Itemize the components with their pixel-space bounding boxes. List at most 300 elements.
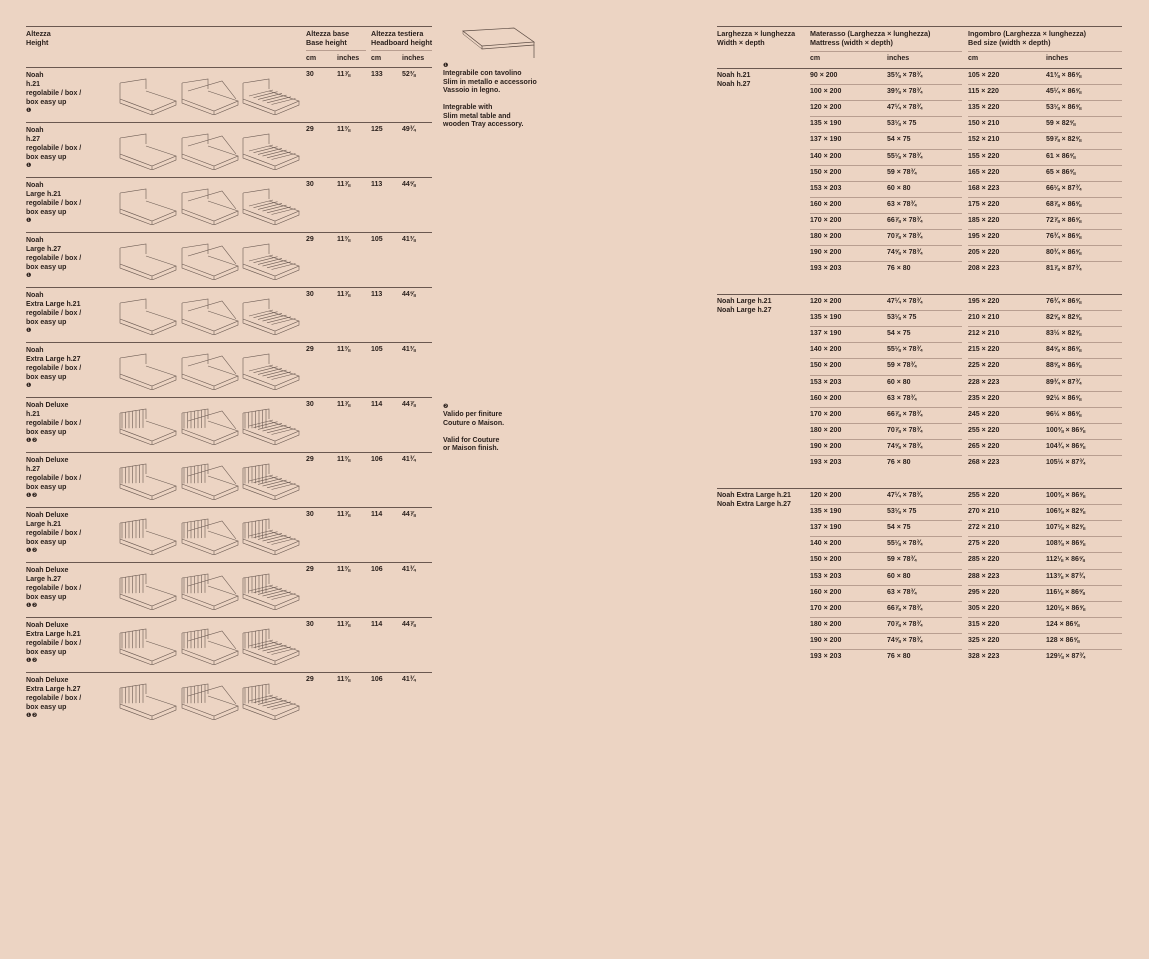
- row-rule: [968, 213, 1122, 214]
- note-markers: ❶: [26, 328, 32, 334]
- sub-rule: [371, 50, 432, 51]
- row-rule: [968, 536, 1122, 537]
- mattress-inches: 74⅝ × 78¾: [887, 636, 923, 644]
- mattress-inches: 39⅜ × 78¾: [887, 88, 923, 96]
- mattress-cm: 120 × 200: [810, 104, 842, 112]
- mattress-cm: 140 × 200: [810, 152, 842, 160]
- group-name: Noah Extra Large h.21 Noah Extra Large h.27: [717, 492, 791, 508]
- row-rule: [26, 342, 432, 343]
- mattress-inches: 55⅛ × 78¾: [887, 346, 923, 354]
- note-markers: ❶❷: [26, 713, 38, 719]
- model-cell: [26, 676, 116, 720]
- bed-size-cm: 168 × 223: [968, 184, 1000, 192]
- note-marker: ❶: [443, 63, 449, 69]
- bed-slats-icon: [239, 405, 301, 445]
- mattress-cm: 190 × 200: [810, 442, 842, 450]
- row-rule: [26, 397, 432, 398]
- row-rule: [810, 84, 962, 85]
- bed-standard-icon: [116, 460, 178, 500]
- bed-size-inches: 120⅛ × 86⅝: [1046, 604, 1086, 612]
- base-height-inches: 11⅞: [337, 181, 351, 188]
- bed-slats-icon: [239, 460, 301, 500]
- headboard-height-cm: 114: [371, 621, 383, 628]
- bed-size-cm: 272 × 210: [968, 524, 1000, 532]
- base-height-inches: 11⅜: [337, 566, 351, 573]
- bed-size-cm: 150 × 210: [968, 120, 1000, 128]
- bed-size-inches: 108⅜ × 86⅝: [1046, 540, 1086, 548]
- row-rule: [26, 507, 432, 508]
- base-height-inches: 11⅜: [337, 346, 351, 353]
- bed-lift-open-icon: [178, 570, 240, 610]
- bed-standard-icon: [116, 515, 178, 555]
- bed-size-inches: 88⅝ × 86⅝: [1046, 362, 1082, 370]
- headboard-height-cm: 114: [371, 511, 383, 518]
- note-markers: ❶: [26, 383, 32, 389]
- bed-slats-icon: [239, 570, 301, 610]
- model-name: Noah Deluxe Extra Large h.27 regolabile / box / box easy up: [26, 677, 82, 711]
- bed-standard-icon: [116, 405, 178, 445]
- width-depth-header: Larghezza × lunghezza Width × depth: [717, 29, 796, 47]
- mattress-inches: 74⅝ × 78¾: [887, 249, 923, 257]
- bed-size-inches: 106⅜ × 82⅝: [1046, 508, 1086, 516]
- bed-size-inches: 76¾ × 86⅝: [1046, 233, 1082, 240]
- bed-size-cm: 208 × 223: [968, 265, 1000, 273]
- sub-rule: [968, 51, 1122, 52]
- row-rule: [26, 452, 432, 453]
- bed-size-inches: 100⅜ × 86⅝: [1046, 426, 1086, 434]
- bed-size-cm: 210 × 210: [968, 314, 1000, 322]
- bed-lift-open-icon: [178, 130, 240, 170]
- bed-lift-open-icon: [178, 680, 240, 720]
- row-rule: [968, 633, 1122, 634]
- row-rule: [968, 649, 1122, 650]
- mattress-inches: 54 × 75: [887, 330, 911, 338]
- mattress-inches: 47¼ × 78¾: [887, 104, 923, 112]
- headboard-height-inches: 44⅞: [402, 401, 416, 408]
- mattress-cm: 190 × 200: [810, 249, 842, 257]
- bed-size-cm: 315 × 220: [968, 620, 1000, 628]
- row-rule: [968, 423, 1122, 424]
- note-1: [443, 62, 537, 130]
- mattress-cm: 137 × 190: [810, 524, 842, 532]
- row-rule: [968, 375, 1122, 376]
- base-height-cm: 29: [306, 676, 314, 683]
- row-rule: [810, 358, 962, 359]
- model-name: Noah Deluxe Large h.21 regolabile / box / box easy up: [26, 512, 82, 546]
- model-name: Noah Extra Large h.21 regolabile / box / box easy up: [26, 292, 82, 326]
- row-rule: [968, 569, 1122, 570]
- row-rule: [26, 232, 432, 233]
- bed-lift-open-icon: [178, 515, 240, 555]
- bed-standard-icon: [116, 570, 178, 610]
- bed-lift-open-icon: [178, 625, 240, 665]
- bed-lift-open-icon: [178, 295, 240, 335]
- mattress-cm: 140 × 200: [810, 540, 842, 548]
- mattress-inches: 74⅝ × 78¾: [887, 442, 923, 450]
- bed-size-cm: 135 × 220: [968, 104, 1000, 112]
- mattress-inches: 63 × 78¾: [887, 588, 917, 596]
- row-rule: [810, 310, 962, 311]
- bed-size-inches: 92½ × 86⅝: [1046, 394, 1082, 402]
- model-name: Noah Deluxe Large h.27 regolabile / box / box easy up: [26, 567, 82, 601]
- row-rule: [968, 100, 1122, 101]
- mattress-inches: 59 × 78¾: [887, 556, 917, 564]
- bed-size-inches: 81⅞ × 87¾: [1046, 265, 1082, 273]
- group-rule: [717, 68, 1122, 69]
- top-rule: [26, 26, 432, 27]
- mattress-inches: 76 × 80: [887, 653, 911, 660]
- row-rule: [810, 633, 962, 634]
- bed-size-inches: 82⅝ × 82⅝: [1046, 314, 1082, 322]
- bed-size-inches: 68⅞ × 86⅝: [1046, 200, 1082, 208]
- bed-standard-icon: [116, 240, 178, 280]
- note-2: [443, 403, 504, 454]
- mattress-cm: 135 × 190: [810, 314, 842, 322]
- row-rule: [810, 326, 962, 327]
- note-marker: ❷: [443, 404, 449, 410]
- model-name: Noah Large h.27 regolabile / box / box easy up: [26, 237, 82, 271]
- group-name: Noah Large h.21 Noah Large h.27: [717, 298, 772, 314]
- row-rule: [968, 617, 1122, 618]
- height-header: Altezza Height: [26, 29, 51, 47]
- row-rule: [968, 181, 1122, 182]
- mattress-inches: 70⅞ × 78¾: [887, 233, 923, 240]
- bed-slats-icon: [239, 185, 301, 225]
- row-rule: [810, 569, 962, 570]
- headboard-height-cm: 106: [371, 456, 383, 463]
- base-height-cm: 30: [306, 511, 314, 518]
- bed-size-cm: 270 × 210: [968, 508, 1000, 516]
- mattress-cm: 90 × 200: [810, 72, 838, 79]
- mattress-cm: 153 × 203: [810, 184, 842, 192]
- bed-size-cm: 212 × 210: [968, 330, 1000, 338]
- tray-table-icon: [460, 26, 540, 60]
- row-rule: [810, 375, 962, 376]
- row-rule: [968, 439, 1122, 440]
- bed-standard-icon: [116, 680, 178, 720]
- bed-size-cm: 255 × 220: [968, 492, 1000, 499]
- headboard-height-cm: 114: [371, 401, 383, 408]
- headboard-height-cm: 105: [371, 236, 383, 243]
- bed-lift-open-icon: [178, 405, 240, 445]
- unit-inches: inches: [337, 55, 360, 62]
- row-rule: [26, 287, 432, 288]
- mattress-inches: 55⅛ × 78¾: [887, 540, 923, 548]
- bed-slats-icon: [239, 625, 301, 665]
- bed-size-cm: 325 × 220: [968, 636, 1000, 644]
- row-rule: [810, 245, 962, 246]
- headboard-height-inches: 41⅜: [402, 236, 416, 243]
- bed-slats-icon: [239, 680, 301, 720]
- mattress-inches: 47¼ × 78¾: [887, 298, 923, 305]
- base-height-inches: 11⅞: [337, 71, 351, 78]
- mattress-inches: 60 × 80: [887, 572, 911, 580]
- mattress-inches: 53⅛ × 75: [887, 120, 917, 128]
- base-height-cm: 29: [306, 236, 314, 243]
- model-cell: [26, 181, 116, 225]
- base-height-cm: 29: [306, 346, 314, 353]
- bed-size-inches: 72⅞ × 86⅝: [1046, 216, 1082, 224]
- bed-size-inches: 116⅛ × 86⅝: [1046, 588, 1085, 596]
- headboard-height-header: Altezza testiera Headboard height: [371, 29, 433, 47]
- row-rule: [968, 310, 1122, 311]
- bed-size-cm: 275 × 220: [968, 540, 1000, 548]
- model-cell: [26, 346, 116, 390]
- row-rule: [26, 122, 432, 123]
- row-rule: [26, 177, 432, 178]
- unit-inches: inches: [1046, 55, 1069, 62]
- base-height-inches: 11⅞: [337, 401, 351, 408]
- mattress-inches: 76 × 80: [887, 265, 911, 273]
- mattress-inches: 55⅛ × 78¾: [887, 152, 923, 160]
- unit-cm: cm: [810, 55, 821, 62]
- headboard-height-cm: 113: [371, 181, 383, 188]
- model-name: Noah Large h.21 regolabile / box / box easy up: [26, 182, 82, 216]
- mattress-cm: 135 × 190: [810, 120, 842, 128]
- note-markers: ❶❷: [26, 493, 38, 499]
- row-rule: [810, 423, 962, 424]
- base-height-cm: 29: [306, 126, 314, 133]
- base-height-cm: 30: [306, 181, 314, 188]
- mattress-cm: 190 × 200: [810, 636, 842, 644]
- bed-size-inches: 107⅛ × 82⅝: [1046, 524, 1086, 532]
- model-name: Noah Deluxe h.21 regolabile / box / box easy up: [26, 402, 82, 436]
- row-rule: [968, 116, 1122, 117]
- unit-inches: inches: [887, 55, 910, 62]
- bed-size-inches: 112⅛ × 86⅝: [1046, 556, 1085, 564]
- row-rule: [968, 342, 1122, 343]
- bed-lift-open-icon: [178, 460, 240, 500]
- bed-lift-open-icon: [178, 185, 240, 225]
- mattress-inches: 66⅞ × 78¾: [887, 410, 923, 418]
- bed-lift-open-icon: [178, 240, 240, 280]
- model-cell: [26, 236, 116, 280]
- base-height-cm: 30: [306, 291, 314, 298]
- mattress-cm: 140 × 200: [810, 346, 842, 354]
- bed-size-cm: 155 × 220: [968, 152, 1000, 160]
- headboard-height-cm: 106: [371, 676, 383, 683]
- model-name: Noah Extra Large h.27 regolabile / box / box easy up: [26, 347, 82, 381]
- bed-size-inches: 128 × 86⅝: [1046, 636, 1080, 644]
- row-rule: [810, 617, 962, 618]
- headboard-height-inches: 44⅝: [402, 181, 416, 188]
- mattress-inches: 60 × 80: [887, 184, 911, 192]
- base-height-cm: 30: [306, 71, 314, 78]
- base-height-inches: 11⅜: [337, 456, 351, 463]
- sub-rule: [810, 51, 962, 52]
- mattress-cm: 137 × 190: [810, 136, 842, 144]
- note-text: Valido per finiture Couture o Maison. Valid for Couture or Maison finish.: [443, 411, 505, 452]
- bed-size-inches: 105½ × 87¾: [1046, 459, 1086, 466]
- mattress-inches: 66⅞ × 78¾: [887, 216, 923, 224]
- mattress-inches: 54 × 75: [887, 524, 911, 532]
- model-name: Noah h.21 regolabile / box / box easy up: [26, 72, 82, 106]
- bed-size-cm: 235 × 220: [968, 394, 1000, 402]
- row-rule: [968, 358, 1122, 359]
- row-rule: [810, 536, 962, 537]
- row-rule: [810, 439, 962, 440]
- headboard-height-cm: 113: [371, 291, 383, 298]
- mattress-inches: 53⅛ × 75: [887, 314, 917, 322]
- bed-size-inches: 66⅛ × 87¾: [1046, 184, 1082, 192]
- base-height-cm: 30: [306, 401, 314, 408]
- mattress-header: Materasso (Larghezza × lunghezza) Mattress (width × depth): [810, 29, 931, 47]
- note-markers: ❶❷: [26, 658, 38, 664]
- row-rule: [968, 229, 1122, 230]
- mattress-cm: 180 × 200: [810, 426, 842, 434]
- model-cell: [26, 456, 116, 500]
- row-rule: [968, 585, 1122, 586]
- headboard-height-inches: 41⅜: [402, 346, 416, 353]
- bed-slats-icon: [239, 240, 301, 280]
- row-rule: [968, 326, 1122, 327]
- bed-size-cm: 115 × 220: [968, 88, 999, 96]
- row-rule: [968, 165, 1122, 166]
- base-height-cm: 30: [306, 621, 314, 628]
- bed-size-cm: 152 × 210: [968, 136, 1000, 144]
- mattress-cm: 160 × 200: [810, 200, 842, 208]
- row-rule: [810, 165, 962, 166]
- headboard-height-cm: 106: [371, 566, 383, 573]
- headboard-height-inches: 49¾: [402, 126, 416, 133]
- bed-size-cm: 215 × 220: [968, 346, 1000, 354]
- row-rule: [810, 100, 962, 101]
- headboard-height-inches: 52⅜: [402, 71, 416, 78]
- headboard-height-cm: 105: [371, 346, 383, 353]
- bed-size-cm: 328 × 223: [968, 653, 1000, 660]
- model-cell: [26, 401, 116, 445]
- row-rule: [810, 407, 962, 408]
- bed-size-inches: 59⅞ × 82⅝: [1046, 136, 1082, 144]
- row-rule: [810, 213, 962, 214]
- sub-rule: [306, 50, 366, 51]
- note-markers: ❶: [26, 273, 32, 279]
- mattress-cm: 170 × 200: [810, 604, 842, 612]
- mattress-inches: 70⅞ × 78¾: [887, 426, 923, 434]
- row-rule: [810, 552, 962, 553]
- row-rule: [810, 649, 962, 650]
- bed-size-cm: 165 × 220: [968, 168, 1000, 176]
- row-rule: [810, 504, 962, 505]
- row-rule: [810, 132, 962, 133]
- model-name: Noah h.27 regolabile / box / box easy up: [26, 127, 82, 161]
- group-rule: [717, 294, 1122, 295]
- bed-size-cm: 288 × 223: [968, 572, 1000, 580]
- mattress-cm: 150 × 200: [810, 168, 842, 176]
- row-rule: [968, 455, 1122, 456]
- unit-cm: cm: [968, 55, 979, 62]
- top-rule: [717, 26, 1122, 27]
- mattress-cm: 153 × 203: [810, 572, 842, 580]
- mattress-cm: 137 × 190: [810, 330, 842, 338]
- row-rule: [810, 149, 962, 150]
- bed-standard-icon: [116, 625, 178, 665]
- row-rule: [810, 261, 962, 262]
- bed-size-cm: 205 × 220: [968, 249, 1000, 257]
- row-rule: [968, 504, 1122, 505]
- headboard-height-inches: 41¾: [402, 566, 416, 573]
- bed-standard-icon: [116, 295, 178, 335]
- headboard-height-inches: 44⅞: [402, 621, 416, 628]
- group-name: Noah h.21 Noah h.27: [717, 72, 751, 88]
- bed-size-inches: 59 × 82⅝: [1046, 120, 1076, 128]
- row-rule: [968, 149, 1122, 150]
- bed-slats-icon: [239, 515, 301, 555]
- bed-size-inches: 104¾ × 86⅝: [1046, 442, 1086, 450]
- bed-size-cm: 185 × 220: [968, 216, 1000, 224]
- note-markers: ❶❷: [26, 603, 38, 609]
- row-rule: [810, 197, 962, 198]
- base-height-inches: 11⅞: [337, 621, 351, 628]
- mattress-cm: 170 × 200: [810, 216, 842, 224]
- mattress-cm: 160 × 200: [810, 588, 842, 596]
- model-cell: [26, 566, 116, 610]
- note-markers: ❶❷: [26, 438, 38, 444]
- base-height-inches: 11⅞: [337, 511, 351, 518]
- bed-size-inches: 41⅜ × 86⅝: [1046, 72, 1082, 79]
- bed-slats-icon: [239, 295, 301, 335]
- bed-size-inches: 45¼ × 86⅝: [1046, 88, 1082, 96]
- row-rule: [968, 601, 1122, 602]
- headboard-height-inches: 41¾: [402, 456, 416, 463]
- headboard-height-inches: 44⅞: [402, 511, 416, 518]
- base-height-inches: 11⅞: [337, 291, 351, 298]
- bed-standard-icon: [116, 350, 178, 390]
- model-cell: [26, 511, 116, 555]
- mattress-cm: 120 × 200: [810, 492, 842, 499]
- note-markers: ❶: [26, 163, 32, 169]
- headboard-height-inches: 41¾: [402, 676, 416, 683]
- mattress-cm: 100 × 200: [810, 88, 842, 96]
- model-name: Noah Deluxe Extra Large h.21 regolabile / box / box easy up: [26, 622, 82, 656]
- model-cell: [26, 621, 116, 665]
- row-rule: [26, 617, 432, 618]
- mattress-cm: 193 × 203: [810, 459, 842, 466]
- mattress-cm: 160 × 200: [810, 394, 842, 402]
- bed-standard-icon: [116, 75, 178, 115]
- mattress-inches: 60 × 80: [887, 378, 911, 386]
- model-cell: [26, 126, 116, 170]
- mattress-inches: 66⅞ × 78¾: [887, 604, 923, 612]
- bed-size-inches: 129⅛ × 87¾: [1046, 653, 1086, 660]
- mattress-inches: 47¼ × 78¾: [887, 492, 923, 499]
- bed-lift-open-icon: [178, 75, 240, 115]
- bed-size-cm: 105 × 220: [968, 72, 1000, 79]
- bed-size-cm: 195 × 220: [968, 233, 1000, 240]
- mattress-inches: 70⅞ × 78¾: [887, 620, 923, 628]
- row-rule: [810, 342, 962, 343]
- row-rule: [810, 391, 962, 392]
- row-rule: [26, 562, 432, 563]
- row-rule: [810, 229, 962, 230]
- bed-slats-icon: [239, 350, 301, 390]
- bed-size-cm: 295 × 220: [968, 588, 1000, 596]
- headboard-height-cm: 125: [371, 126, 383, 133]
- model-cell: [26, 291, 116, 335]
- row-rule: [26, 67, 432, 68]
- bed-standard-icon: [116, 130, 178, 170]
- mattress-cm: 193 × 203: [810, 653, 842, 660]
- mattress-cm: 180 × 200: [810, 620, 842, 628]
- bed-size-inches: 80¾ × 86⅝: [1046, 249, 1082, 257]
- row-rule: [810, 585, 962, 586]
- base-height-inches: 11⅜: [337, 676, 351, 683]
- headboard-height-cm: 133: [371, 71, 383, 78]
- mattress-cm: 135 × 190: [810, 508, 842, 516]
- bed-slats-icon: [239, 75, 301, 115]
- bed-size-cm: 305 × 220: [968, 604, 1000, 612]
- bed-size-cm: 268 × 223: [968, 459, 1000, 466]
